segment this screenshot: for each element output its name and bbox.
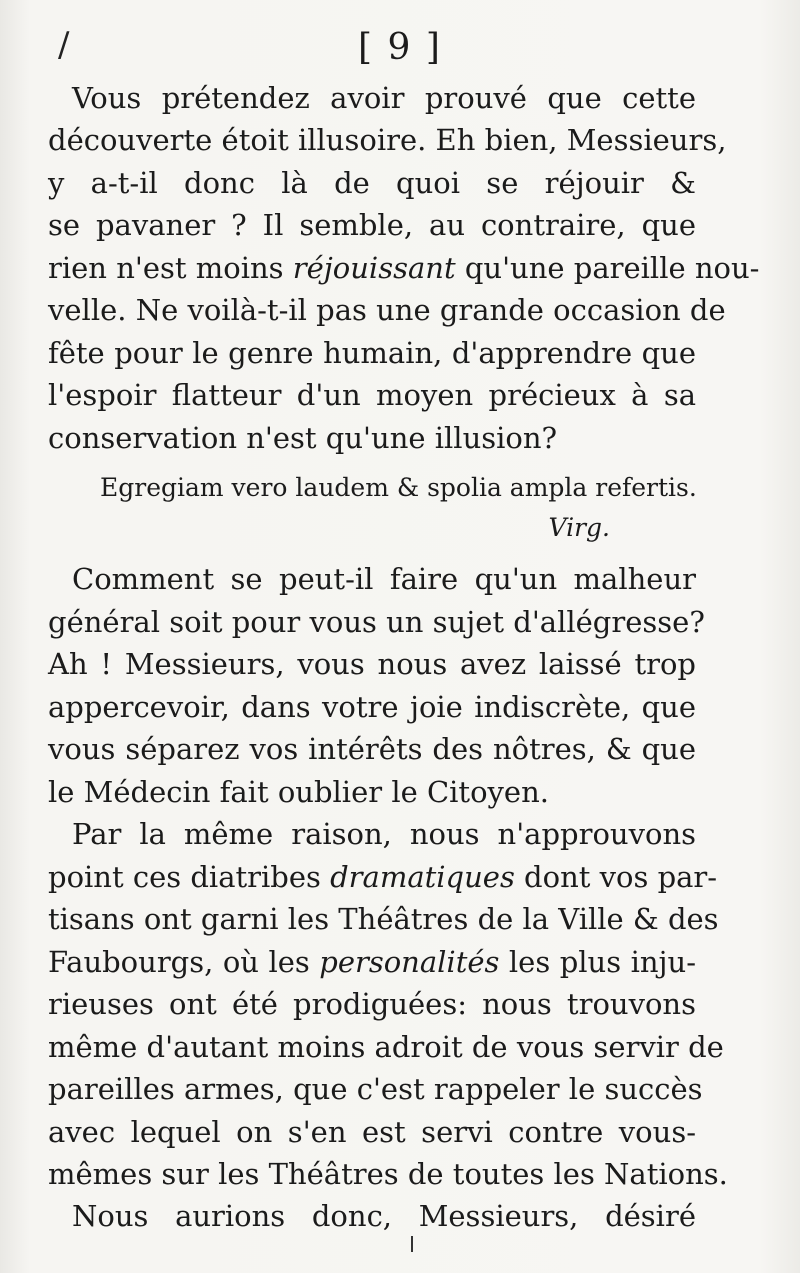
text-segment: qu'une pareille nou- — [455, 251, 760, 285]
text-line: velle. Ne voilà-t-il pas une grande occasion de — [48, 293, 726, 327]
text-segment: Faubourgs, où les — [48, 945, 320, 979]
text-line: conservation n'est qu'une illusion? — [48, 421, 558, 455]
text-line: Vous prétendez avoir prouvé que cette — [72, 81, 696, 115]
text-line: Comment se peut-il faire qu'un malheur — [72, 562, 696, 596]
quote-author: Virg. — [548, 513, 610, 542]
text-line: se pavaner ? Il semble, au contraire, que — [48, 208, 696, 242]
italic-word: dramatiques — [330, 860, 515, 894]
text-line: tisans ont garni les Théâtres de la Ville & des — [48, 902, 719, 936]
text-line — [48, 246, 760, 290]
text-segment: rien n'est moins — [48, 251, 293, 285]
text-segment: point ces diatribes — [48, 860, 331, 894]
italic-word: réjouissant — [292, 251, 456, 285]
text-line: rieuses ont été prodiguées: nous trouvons — [48, 987, 696, 1021]
text-line: Ah ! Messieurs, vous nous avez laissé trop — [48, 647, 696, 681]
text-segment: les plus inju- — [499, 945, 696, 979]
text-line: Nous aurions donc, Messieurs, désiré — [72, 1199, 696, 1233]
text-line: pareilles armes, que c'est rappeler le succès — [48, 1072, 703, 1106]
page-number: [ 9 ] — [358, 27, 442, 68]
text-line: général soit pour vous un sujet d'allégresse? — [48, 605, 705, 639]
text-line: y a-t-il donc là de quoi se réjouir & — [48, 166, 696, 200]
text-line: vous séparez vos intérêts des nôtres, & que — [48, 732, 696, 766]
text-line: l'espoir flatteur d'un moyen précieux à sa — [48, 378, 696, 412]
text-line: découverte étoit illusoire. Eh bien, Messieurs, — [48, 123, 727, 157]
margin-mark: / — [58, 25, 70, 65]
text-line: appercevoir, dans votre joie indiscrète, que — [48, 690, 696, 724]
italic-word: personalités — [319, 945, 500, 979]
latin-quote: Egregiam vero laudem & spolia ampla refertis. — [100, 473, 697, 502]
text-line: fête pour le genre humain, d'apprendre que — [48, 336, 696, 370]
text-line: mêmes sur les Théâtres de toutes les Nations. — [48, 1157, 728, 1191]
text-line — [48, 855, 718, 899]
page-mark — [411, 1236, 413, 1252]
text-line: même d'autant moins adroit de vous servir de — [48, 1030, 724, 1064]
text-line — [48, 940, 696, 984]
text-segment: dont vos par- — [514, 860, 718, 894]
text-line: avec lequel on s'en est servi contre vous- — [48, 1115, 696, 1149]
text-line: Par la même raison, nous n'approuvons — [72, 817, 696, 851]
text-line: le Médecin fait oublier le Citoyen. — [48, 775, 549, 809]
